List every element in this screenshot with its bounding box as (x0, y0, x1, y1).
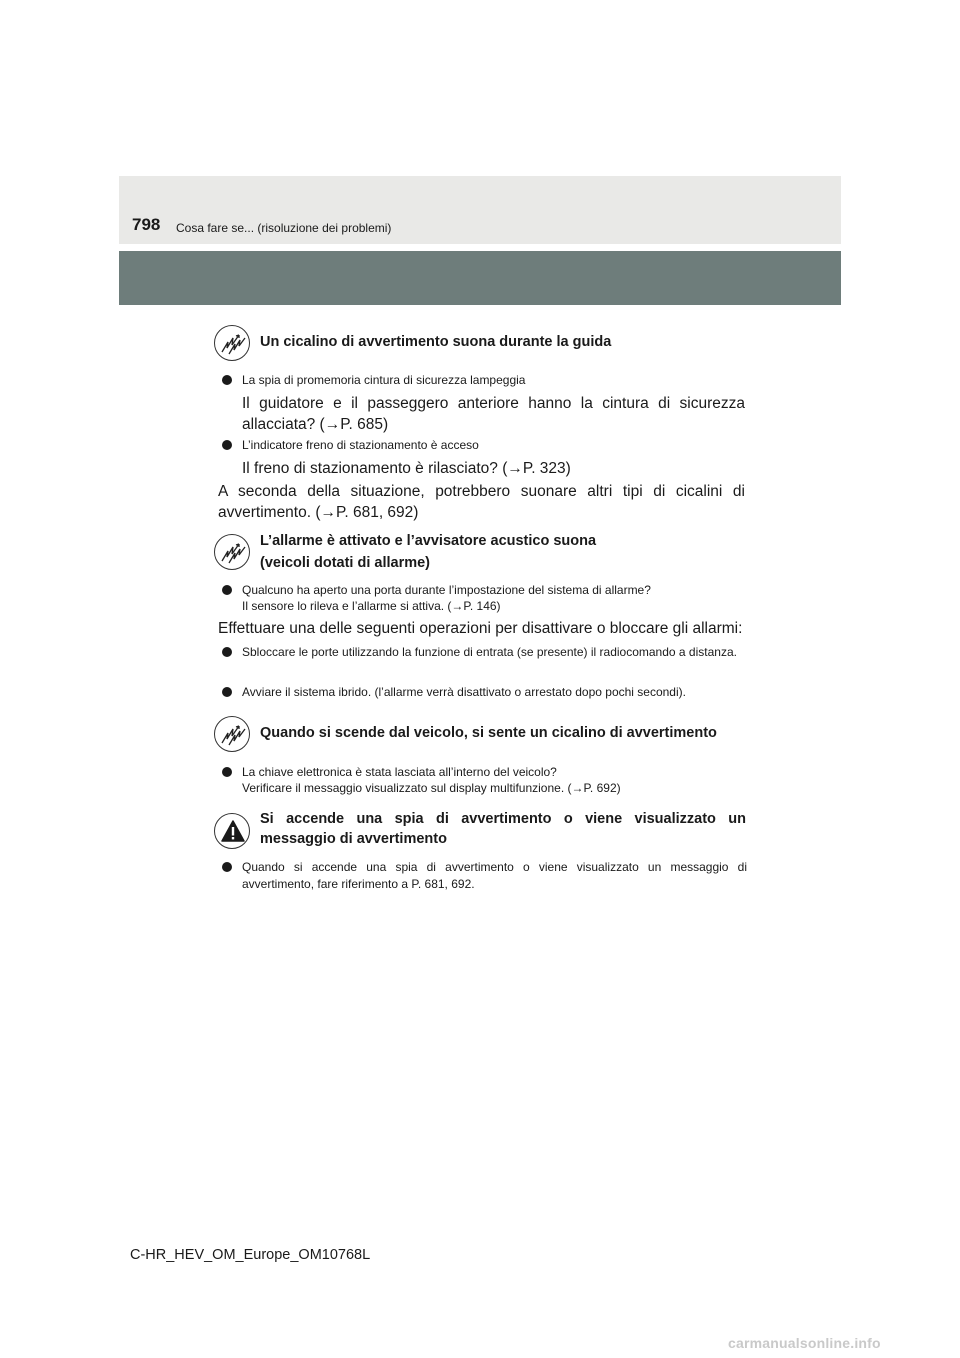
page-number: 798 (132, 215, 161, 234)
lightning-icon (214, 534, 250, 570)
watermark: carmanualsonline.info (728, 1335, 881, 1351)
section-2-item-1-line-1: Qualcuno ha aperto una porta durante l’impostazione del sistema di allarme? (242, 583, 651, 597)
warning-triangle-icon (214, 813, 250, 849)
bullet (222, 440, 232, 450)
section-2-intro: Effettuare una delle seguenti operazioni per disattivare o bloccare gli allarmi: (218, 620, 743, 637)
bullet (222, 647, 232, 657)
section-2-item-1-line-2: Il sensore lo rileva e l’allarme si attiva. (→P. 146) (242, 599, 501, 613)
section-1-answer-2: Il freno di stazionamento è rilasciato? (→P. 323) (242, 460, 571, 477)
section-4-item: Quando si accende una spia di avvertimento o viene visualizzato un messaggio di avvertimento, fare riferimento a P. 681, 692. (242, 860, 747, 891)
chapter-bar (119, 251, 841, 305)
bullet (222, 687, 232, 697)
section-1-item-2: L’indicatore freno di stazionamento è acceso (242, 438, 479, 452)
section-2-item-3: Avviare il sistema ibrido. (l’allarme verrà disattivato o arrestato dopo pochi secondi). (242, 685, 686, 699)
section-2-title-line-2: (veicoli dotati di allarme) (260, 555, 431, 571)
bullet (222, 767, 232, 777)
bullet (222, 585, 232, 595)
section-4-title-line-1: Si accende una spia di avvertimento o viene visualizzato un (260, 811, 746, 827)
section-1-answer-1: Il guidatore e il passeggero anteriore hanno la cintura di sicurezza allacciata? (→P. 685) (242, 395, 745, 433)
section-3-item-line-1: La chiave elettronica è stata lasciata all’interno del veicolo? (242, 765, 557, 779)
section-1-note: A seconda della situazione, potrebbero suonare altri tipi di cicalini di avvertimento. (→P. 681, 692) (218, 483, 745, 521)
section-title: Cosa fare se... (risoluzione dei problemi) (176, 221, 392, 235)
section-1-title: Un cicalino di avvertimento suona durante la guida (260, 334, 612, 350)
section-2-item-2: Sbloccare le porte utilizzando la funzione di entrata (se presente) il radiocomando a distanza. (242, 645, 737, 659)
section-3-title: Quando si scende dal veicolo, si sente un cicalino di avvertimento (260, 725, 717, 741)
bullet (222, 862, 232, 872)
lightning-icon (214, 716, 250, 752)
section-3-item-line-2: Verificare il messaggio visualizzato sul display multifunzione. (→P. 692) (242, 781, 621, 795)
section-2-title-line-1: L’allarme è attivato e l’avvisatore acustico suona (260, 533, 597, 549)
section-1-item-1: La spia di promemoria cintura di sicurezza lampeggia (242, 373, 526, 387)
section-4-title-line-2: messaggio di avvertimento (260, 831, 447, 847)
lightning-icon (214, 325, 250, 361)
bullet (222, 375, 232, 385)
document-code: C-HR_HEV_OM_Europe_OM10768L (130, 1247, 371, 1263)
